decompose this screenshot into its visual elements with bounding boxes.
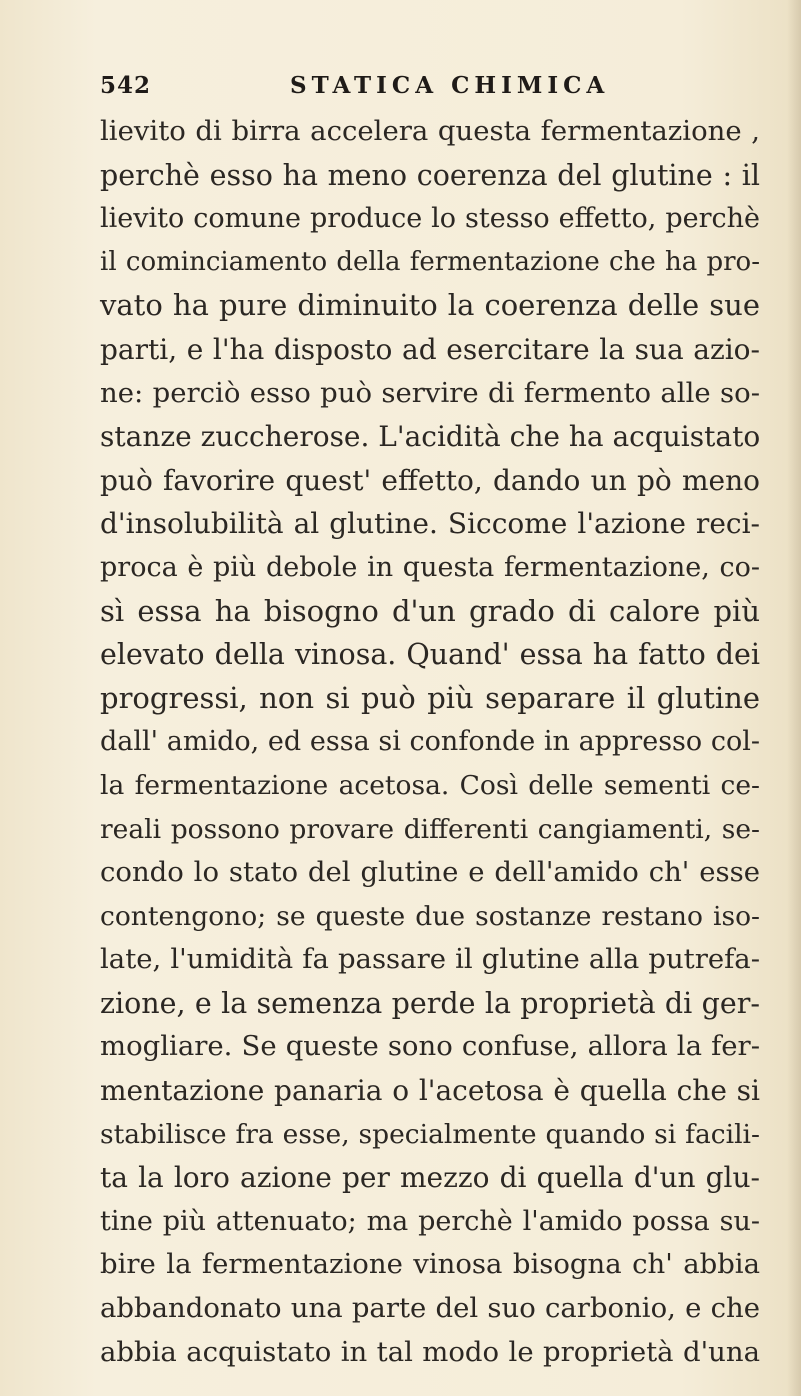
text-line: late, l'umidità fa passare il glutine alla putrefa- — [100, 943, 760, 976]
text-line: condo lo stato del glutine e dell'amido ch' esse — [100, 856, 760, 889]
text-line: dall' amido, ed essa si confonde in appresso col- — [100, 726, 760, 758]
text-line: proca è più debole in questa fermentazione, co- — [100, 551, 760, 583]
text-line: lievito comune produce lo stesso effetto, perchè — [100, 203, 760, 235]
text-line: zione, e la semenza perde la proprietà di ger- — [100, 986, 760, 1020]
text-line: bire la fermentazione vinosa bisogna ch' abbia — [100, 1248, 760, 1281]
text-line: contengono; se queste due sostanze restano iso- — [100, 900, 760, 932]
text-line: può favorire quest' effetto, dando un pò meno — [100, 463, 760, 497]
body-text — [100, 110, 760, 1374]
text-line: elevato della vinosa. Quand' essa ha fatto dei — [100, 638, 760, 672]
text-line: perchè esso ha meno coerenza del glutine : il — [100, 158, 760, 192]
text-line: mogliare. Se queste sono confuse, allora la fer- — [100, 1030, 760, 1063]
text-line: d'insolubilità al glutine. Siccome l'azione reci- — [100, 507, 760, 541]
text-line: vato ha pure diminuito la coerenza delle sue — [100, 288, 760, 323]
page-edge-shadow — [787, 0, 801, 1396]
text-line: il cominciamento della fermentazione che ha pro- — [100, 246, 760, 277]
text-line: progressi, non si può più separare il glutine — [100, 680, 760, 715]
running-title: STATICA CHIMICA — [290, 72, 610, 99]
text-line: ne: perciò esso può servire di fermento alle so- — [100, 376, 760, 409]
text-line: abbandonato una parte del suo carbonio, e che — [100, 1292, 760, 1325]
text-line: mentazione panaria o l'acetosa è quella che si — [100, 1074, 760, 1108]
text-line: stanze zuccherose. L'acidità che ha acquistato — [100, 420, 761, 454]
text-line: stabilisce fra esse, specialmente quando si facili- — [100, 1118, 760, 1150]
text-line: lievito di birra accelera questa fermentazione , — [100, 115, 760, 147]
text-line: parti, e l'ha disposto ad esercitare la sua azio- — [100, 332, 760, 366]
running-head — [100, 72, 760, 106]
text-line: reali possono provare differenti cangiamenti, se- — [100, 813, 760, 845]
page-number: 542 — [100, 72, 152, 99]
text-line: ta la loro azione per mezzo di quella d'un glu- — [100, 1161, 760, 1195]
text-line: la fermentazione acetosa. Così delle sementi ce- — [100, 769, 760, 801]
text-line: abbia acquistato in tal modo le proprietà d'una — [100, 1335, 760, 1368]
text-line: sì essa ha bisogno d'un grado di calore più — [100, 593, 760, 628]
text-line: tine più attenuato; ma perchè l'amido possa su- — [100, 1205, 760, 1237]
